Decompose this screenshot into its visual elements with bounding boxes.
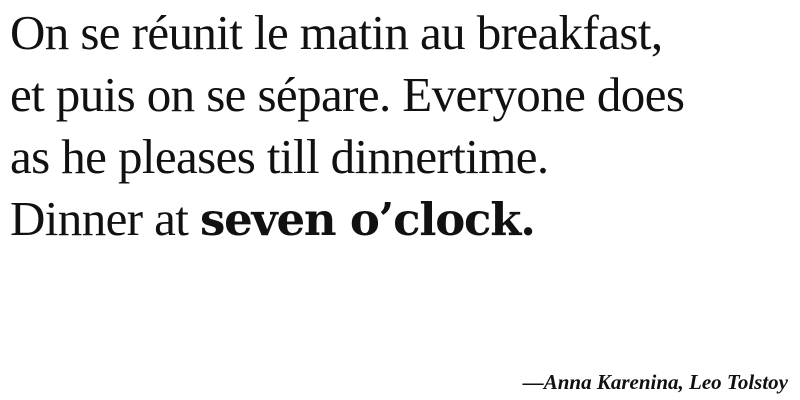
quote-line-4 [10, 188, 795, 251]
quote-emphasis: seven o’clock. [199, 193, 535, 246]
quote-line-2: et puis on se sépare. Everyone does [10, 67, 685, 122]
attribution: —Anna Karenina, Leo Tolstoy [522, 370, 788, 394]
quote-line-3: as he pleases till dinnertime. [10, 129, 549, 184]
quote-block [10, 2, 795, 251]
quote-line-1: On se réunit le matin au breakfast, [10, 5, 663, 60]
quote-line-4-plain: Dinner at [10, 191, 200, 246]
